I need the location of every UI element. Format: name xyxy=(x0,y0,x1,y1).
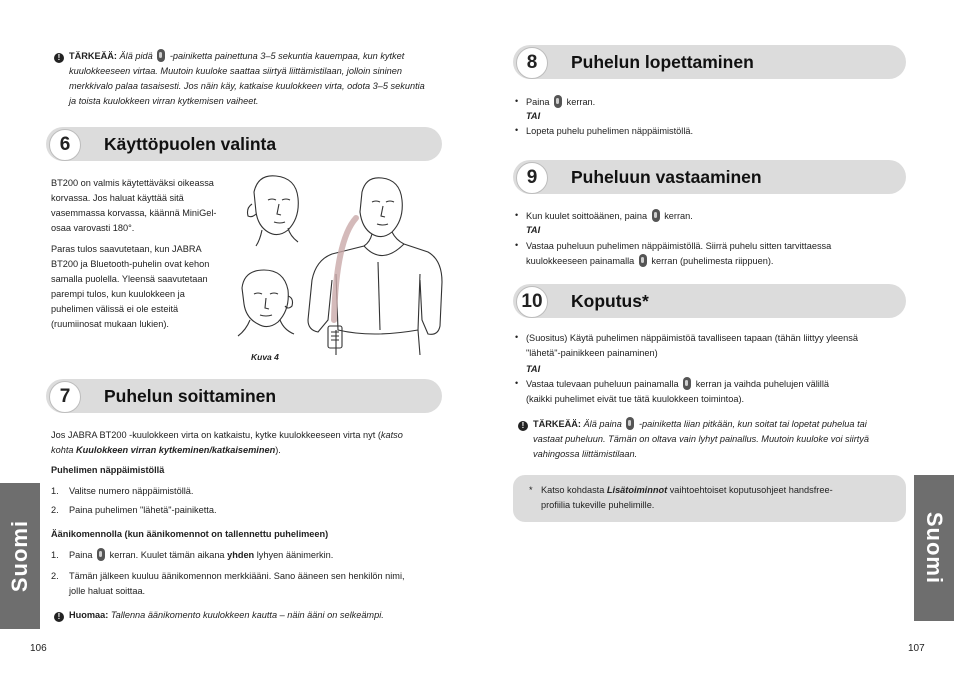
section-number: 10 xyxy=(516,286,548,318)
subheading-voice: Äänikomennolla (kun äänikomennot on tallennettu puhelimeen) xyxy=(51,529,329,539)
list-item: Kun kuulet soittoäänen, paina kerran. xyxy=(526,211,693,221)
headset-button-icon xyxy=(626,417,634,430)
warning-label: TÄRKEÄÄ: xyxy=(69,51,117,61)
headset-button-icon xyxy=(652,209,660,222)
bullet: • xyxy=(515,378,519,388)
headset-button-icon xyxy=(97,548,105,561)
language-tab: Suomi xyxy=(0,483,40,629)
subheading-keypad: Puhelimen näppäimistöllä xyxy=(51,465,165,475)
language-tab: Suomi xyxy=(914,475,954,621)
footnote-star: * xyxy=(529,485,533,495)
headset-wearing-illustration xyxy=(232,170,447,355)
list-item: Vastaa tulevaan puheluun painamalla kerran ja vaihda puhelujen välillä (kaikki puhelimet eivät tue tätä kuulokkeen toimintoa). xyxy=(526,379,829,404)
section-number: 8 xyxy=(516,47,548,79)
section-header-7 xyxy=(46,379,442,413)
headset-button-icon xyxy=(639,254,647,267)
headset-button-icon xyxy=(157,49,165,62)
section-title: Puheluun vastaaminen xyxy=(571,167,762,187)
list-item: 1. Paina kerran. Kuulet tämän aikana yhden lyhyen äänimerkin. xyxy=(51,550,334,560)
list-item: Lopeta puhelu puhelimen näppäimistöllä. xyxy=(526,126,694,136)
headset-button-icon xyxy=(554,95,562,108)
note-icon: ! xyxy=(54,612,64,622)
page-number: 106 xyxy=(30,643,47,654)
bullet: • xyxy=(515,210,519,220)
section-title: Puhelun soittaminen xyxy=(104,386,277,406)
list-item: (Suositus) Käytä puhelimen näppäimistöä tavalliseen tapaan (tähän liittyy yleensä "lähetä"-painikkeen painaminen) xyxy=(526,333,858,358)
section-number: 7 xyxy=(49,381,81,413)
section-title: Koputus* xyxy=(571,291,649,311)
section-title: Puhelun lopettaminen xyxy=(571,52,754,72)
warning: TÄRKEÄÄ: Älä paina -painiketta liian pitkään, kun soitat tai lopetat puhelua tai vastaat puheluun. Tämän on oltava vain lyhyt painallus. Muutoin kuuloke voi siirtyä vahingossa liittämistilaan. xyxy=(533,419,870,459)
section-number: 6 xyxy=(49,129,81,161)
section-title: Käyttöpuolen valinta xyxy=(104,134,277,154)
section6-paragraph2: Paras tulos saavutetaan, kun JABRA BT200 ja Bluetooth-puhelin ovat kehon samalla puolella. Yleensä saavutetaan parempi tulos, kun kuulokkeen ja puhelimen välissä ei ole esteitä (ruumiinosat mukaan lukien). xyxy=(51,244,210,329)
bullet: • xyxy=(515,240,519,250)
bullet: • xyxy=(515,96,519,106)
list-item: Paina kerran. xyxy=(526,97,596,107)
section-number: 9 xyxy=(516,162,548,194)
headset-button-icon xyxy=(683,377,691,390)
section-header-10 xyxy=(513,284,906,318)
footnote-text: Katso kohdasta Lisätoiminnot vaihtoehtoiset koputusohjeet handsfree- profiilia tukeville puhelimille. xyxy=(541,485,833,510)
section6-paragraph1: BT200 on valmis käytettäväksi oikeassa korvassa. Jos haluat käyttää sitä vasemmassa korvassa, käännä MiniGel- osaa varovasti 180°. xyxy=(51,178,217,233)
or-label: TAI xyxy=(526,225,541,235)
figure-caption: Kuva 4 xyxy=(251,352,279,362)
page-number: 107 xyxy=(908,643,925,654)
list-item: 2. Tämän jälkeen kuuluu äänikomennon merkkiääni. Sano ääneen sen henkilön nimi, jolle haluat soittaa. xyxy=(51,571,405,596)
section-header-6 xyxy=(46,127,442,161)
bullet: • xyxy=(515,332,519,342)
list-item: Vastaa puheluun puhelimen näppäimistöllä. Siirrä puhelu sitten tarvittaessa kuulokkeeseen painamalla kerran (puhelimesta riippuen). xyxy=(526,241,832,266)
footnote-box xyxy=(513,475,906,522)
section7-intro: Jos JABRA BT200 -kuulokkeen virta on katkaistu, kytke kuulokkeeseen virta nyt (katso kohta Kuulokkeen virran kytkeminen/katkaiseminen). xyxy=(51,430,403,455)
warning-icon: ! xyxy=(54,53,64,63)
top-warning: TÄRKEÄÄ: Älä pidä -painiketta painettuna 3–5 sekuntia kauempaa, kun kytket kuulokkeeseen virtaa. Muutoin kuuloke saattaa siirtyä liittämistilaan, jolloin sininen merkkivalo palaa tasaisesti. Jos näin käy, katkaise kuulokkeen virta, odota 3–5 sekuntia ja toista kuulokkeen virran kytkemisen vaiheet. xyxy=(69,51,425,106)
note: Huomaa: Tallenna äänikomento kuulokkeen kautta – näin ääni on selkeämpi. xyxy=(69,610,384,620)
or-label: TAI xyxy=(526,364,541,374)
list-item: 2. Paina puhelimen "lähetä"-painiketta. xyxy=(51,505,217,515)
section-header-9 xyxy=(513,160,906,194)
section-header-8 xyxy=(513,45,906,79)
or-label: TAI xyxy=(526,111,541,121)
warning-icon: ! xyxy=(518,421,528,431)
list-item: 1. Valitse numero näppäimistöllä. xyxy=(51,486,194,496)
bullet: • xyxy=(515,125,519,135)
